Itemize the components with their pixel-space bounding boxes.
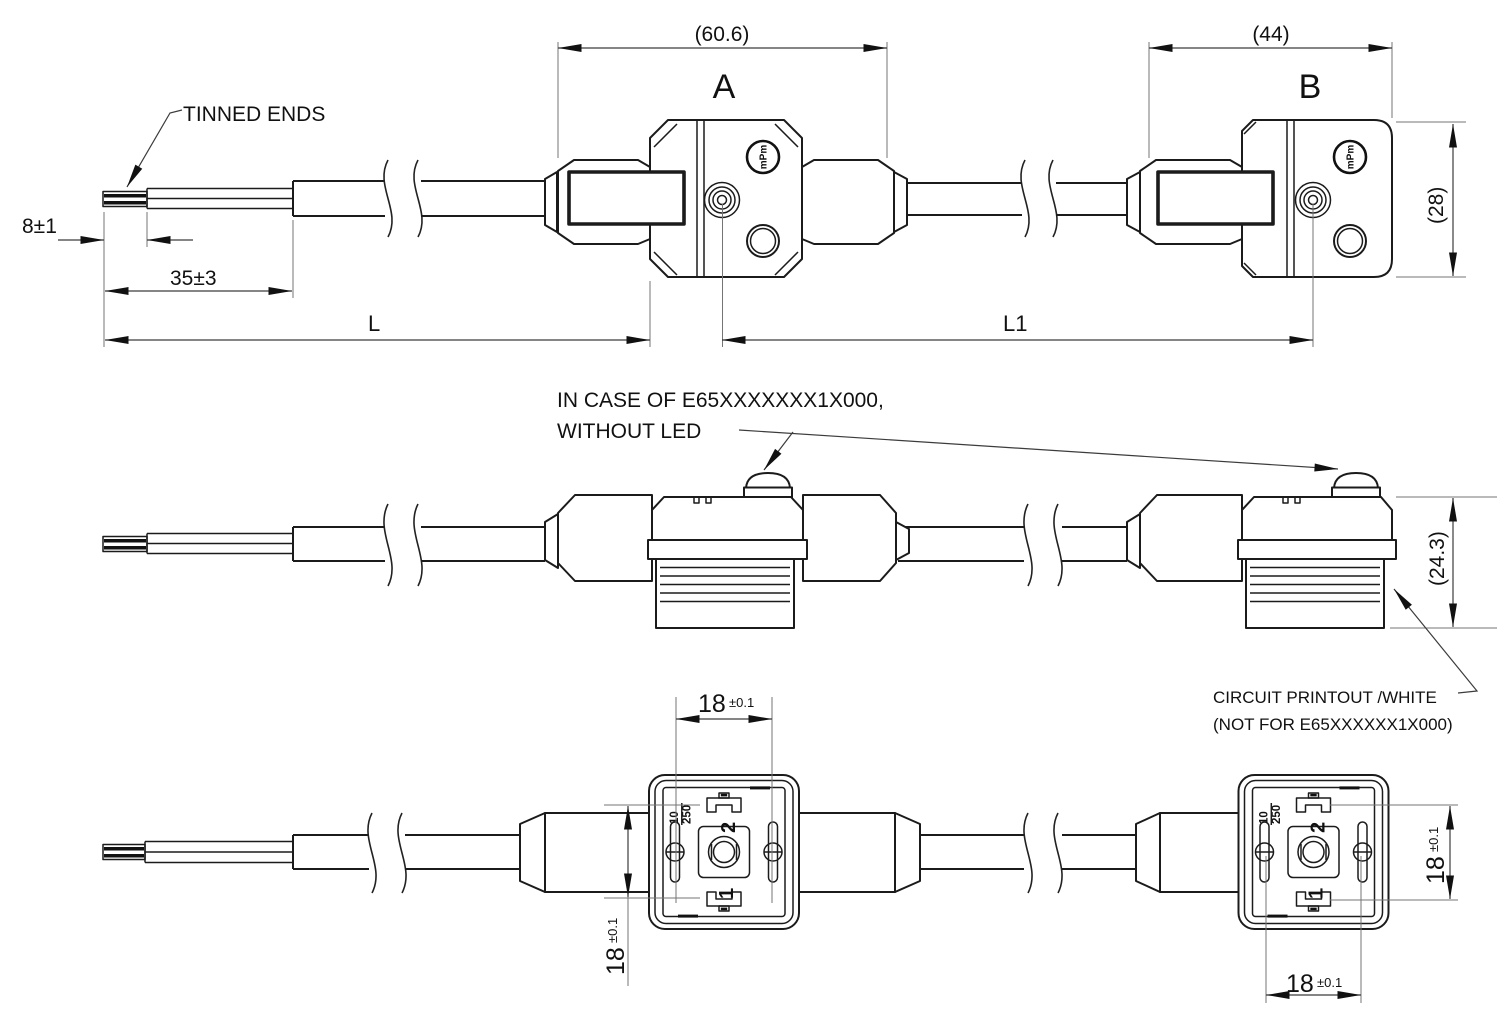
svg-text:±0.1: ±0.1 bbox=[605, 917, 620, 943]
led-dome-b bbox=[1332, 473, 1380, 498]
gland-label-plate-a bbox=[569, 172, 684, 224]
dim-pitch-a-top: 18 bbox=[698, 690, 726, 718]
connector-face-b bbox=[1239, 775, 1389, 929]
dim-pitch-b-bottom-tol: ±0.1 bbox=[1317, 975, 1343, 990]
tinned-ends-text: TINNED ENDS bbox=[183, 103, 326, 126]
dim-pitch-a-top-tol: ±0.1 bbox=[729, 695, 755, 710]
led-note-line2: WITHOUT LED bbox=[557, 420, 702, 443]
printout-line1: CIRCUIT PRINTOUT /WHITE bbox=[1213, 688, 1437, 707]
dim-b-width: (44) bbox=[1252, 23, 1290, 46]
dim-length-l: L bbox=[368, 311, 381, 336]
gland-label-plate-b bbox=[1158, 172, 1273, 224]
dim-tinned-length: 8±1 bbox=[22, 215, 57, 238]
led-dome-a bbox=[744, 473, 792, 498]
connector-b-label: B bbox=[1298, 68, 1322, 106]
svg-text:±0.1: ±0.1 bbox=[1426, 826, 1441, 852]
connector-face-a bbox=[649, 775, 799, 929]
printout-line2: (NOT FOR E65XXXXXX1X000) bbox=[1213, 715, 1453, 734]
dim-pitch-b-bottom: 18 bbox=[1286, 970, 1314, 998]
connector-a-label: A bbox=[712, 68, 736, 106]
svg-text:18: 18 bbox=[602, 947, 630, 975]
dim-length-l1: L1 bbox=[1003, 311, 1028, 336]
dim-side-height: (24.3) bbox=[1426, 531, 1449, 586]
dim-b-height: (28) bbox=[1425, 186, 1448, 224]
dim-a-width: (60.6) bbox=[694, 23, 750, 46]
led-note-line1: IN CASE OF E65XXXXXXX1X000, bbox=[557, 389, 884, 412]
dim-strip-length: 35±3 bbox=[170, 267, 217, 290]
svg-text:18: 18 bbox=[1422, 856, 1450, 884]
